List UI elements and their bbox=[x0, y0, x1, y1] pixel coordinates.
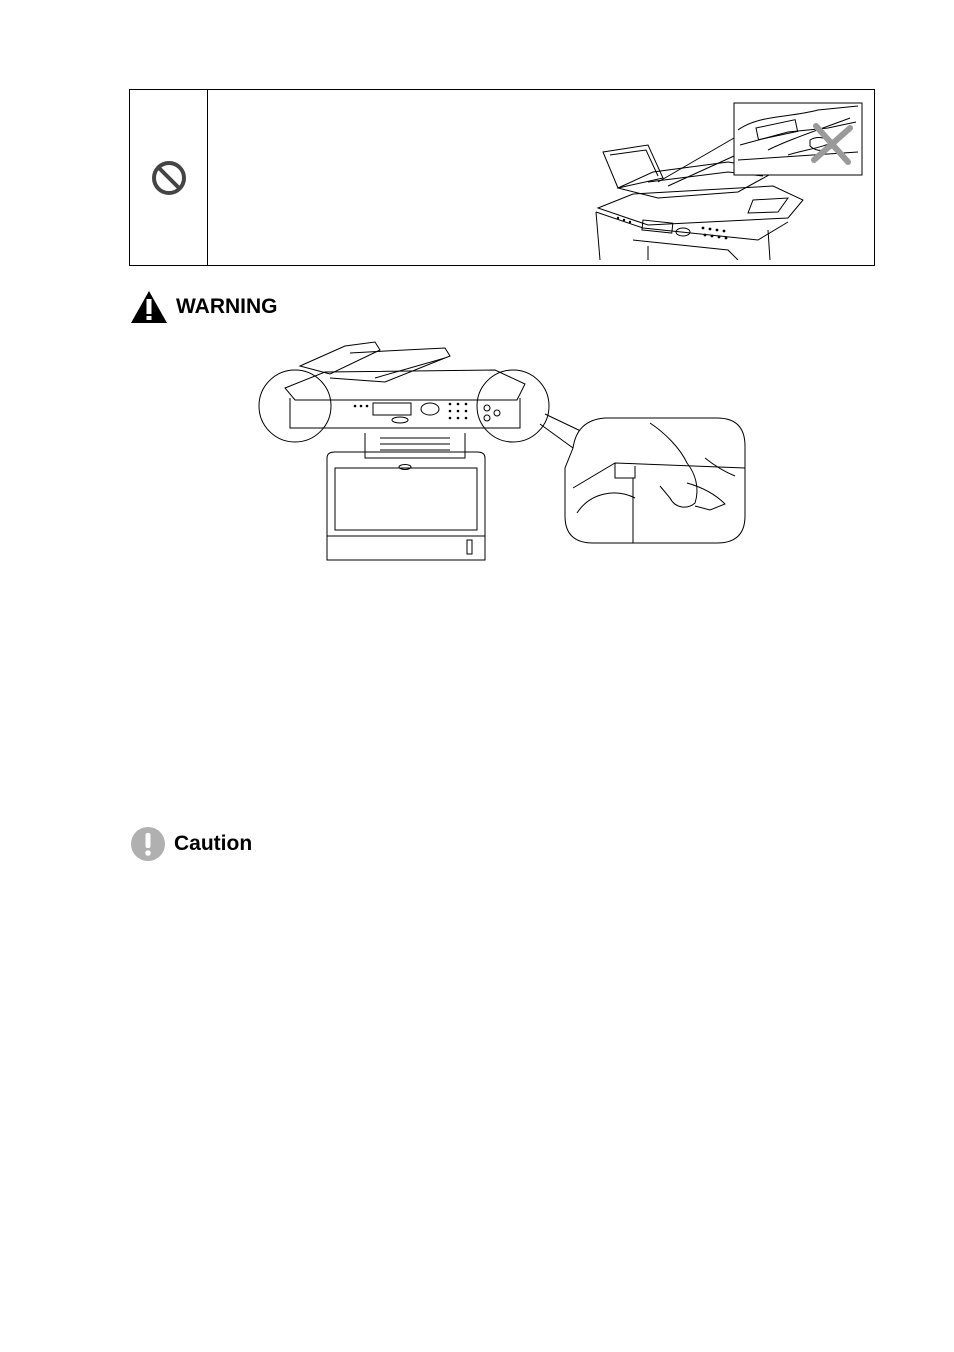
caution-heading bbox=[130, 826, 252, 862]
warning-heading bbox=[130, 290, 278, 324]
caution-title: Caution bbox=[174, 832, 253, 855]
notice-body bbox=[208, 90, 874, 265]
prohibition-notice-box bbox=[129, 89, 875, 266]
notice-icon-cell bbox=[130, 90, 208, 265]
caution-exclamation-icon bbox=[130, 826, 166, 862]
warning-triangle-icon bbox=[130, 290, 168, 324]
prohibition-icon bbox=[149, 158, 189, 198]
printer-hand-scanner-cover-icon bbox=[255, 338, 755, 563]
adf-hand-no-touch-icon bbox=[588, 100, 873, 260]
warning-title: WARNING bbox=[176, 295, 278, 318]
